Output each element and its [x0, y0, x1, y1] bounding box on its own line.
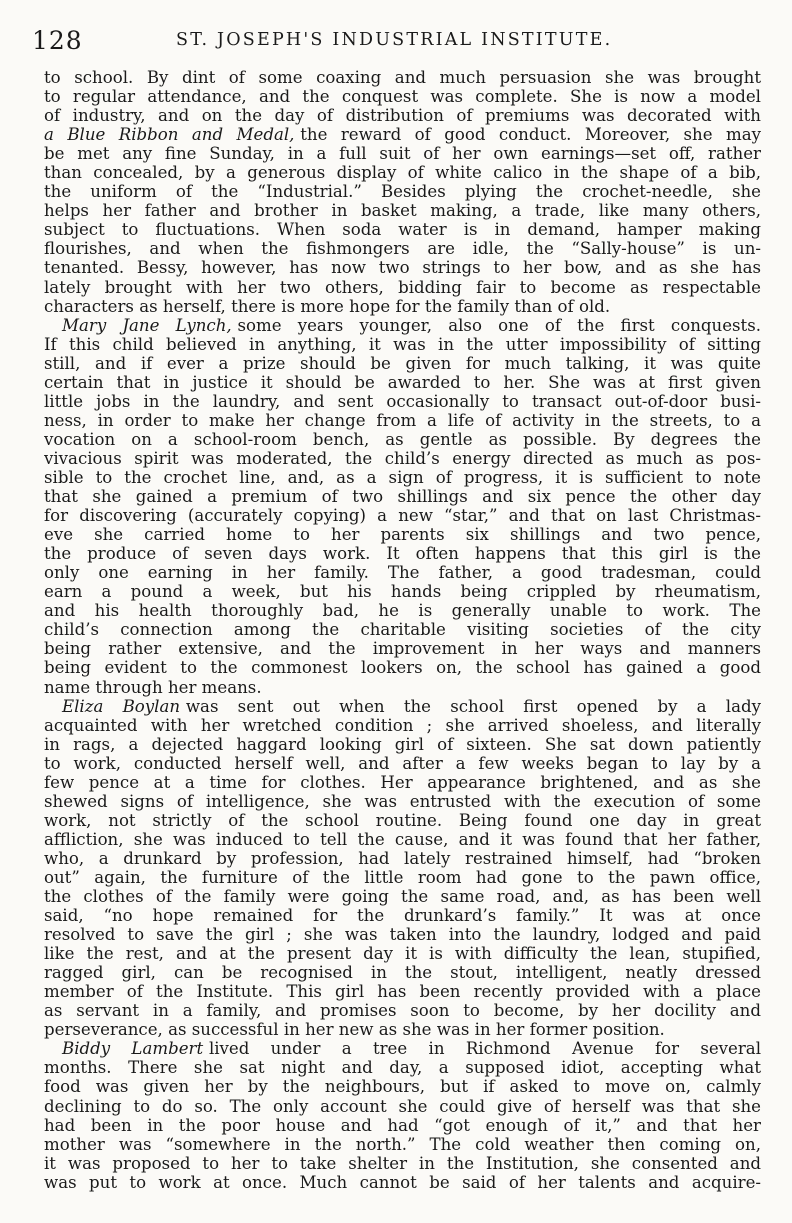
line-text: to regular attendance, and the conquest was complete. She is now a model	[44, 87, 761, 107]
line-text: If this child believed in anything, it was in the utter impossibility of sitting	[44, 334, 761, 354]
line-text: eve she carried home to her parents six shillings and two pence,	[44, 525, 761, 545]
text-line	[44, 316, 761, 335]
line-text: in rags, a dejected haggard looking girl of sixteen. She sat down patiently	[44, 734, 761, 754]
text-line	[44, 735, 761, 754]
text-line	[44, 258, 761, 277]
text-line	[44, 411, 761, 430]
text-line	[44, 87, 761, 106]
body-text	[44, 68, 761, 1192]
line-text: food was given her by the neighbours, but if asked to move on, calmly	[44, 1077, 761, 1097]
text-line	[44, 849, 761, 868]
line-text: child’s connection among the charitable visiting societies of the city	[44, 620, 761, 640]
line-text: certain that in justice it should be awarded to her. She was at first given	[44, 372, 761, 392]
line-text: the reward of good conduct. Moreover, she may	[300, 125, 761, 145]
italic-phrase: Eliza Boylan	[62, 696, 181, 716]
line-text: for discovering (accurately copying) a new “star,” and that on last Christmas-	[44, 506, 761, 526]
italic-phrase: Mary Jane Lynch,	[62, 315, 232, 335]
line-text: affliction, she was induced to tell the cause, and it was found that her father,	[44, 829, 761, 849]
line-text: that she gained a premium of two shillings and six pence the other day	[44, 487, 761, 507]
line-text: mother was “somewhere in the north.” The cold weather then coming on,	[44, 1134, 761, 1154]
text-line	[44, 220, 761, 239]
line-text: subject to fluctuations. When soda water is in demand, hamper making	[44, 220, 761, 240]
text-line	[44, 620, 761, 639]
line-text: resolved to save the girl ; she was taken into the laundry, lodged and paid	[44, 925, 761, 945]
text-line	[44, 716, 761, 735]
line-text: being evident to the commonest lookers on, the school has gained a good	[44, 658, 761, 678]
text-line	[44, 487, 761, 506]
text-line	[44, 944, 761, 963]
line-text: the produce of seven days work. It often happens that this girl is the	[44, 544, 761, 564]
text-line	[44, 335, 761, 354]
line-text: only one earning in her family. The father, a good tradesman, could	[44, 563, 761, 583]
text-line	[44, 201, 761, 220]
line-text: was sent out when the school first opened by a lady	[185, 696, 761, 716]
line-text: perseverance, as successful in her new as she was in her former position.	[44, 1020, 665, 1040]
text-line	[44, 1039, 761, 1058]
line-text: lived under a tree in Richmond Avenue for several	[208, 1039, 761, 1059]
line-text: member of the Institute. This girl has been recently provided with a place	[44, 982, 761, 1002]
line-text: had been in the poor house and had “got enough of it,” and that her	[44, 1115, 761, 1135]
line-text: said, “no hope remained for the drunkard’s family.” It was at once	[44, 906, 761, 926]
text-line	[44, 68, 761, 87]
text-line	[44, 544, 761, 563]
text-line	[44, 906, 761, 925]
text-line	[44, 1077, 761, 1096]
line-text: some years younger, also one of the first conquests.	[237, 315, 761, 335]
text-line	[44, 678, 761, 697]
line-text: it was proposed to her to take shelter in the Institution, she consented and	[44, 1153, 761, 1173]
running-title: ST. JOSEPH'S INDUSTRIAL INSTITUTE.	[176, 30, 613, 50]
text-line	[44, 430, 761, 449]
line-text: sible to the crochet line, and, as a sign of progress, it is sufficient to note	[44, 467, 761, 487]
text-line	[44, 1154, 761, 1173]
text-line	[44, 601, 761, 620]
line-text: to school. By dint of some coaxing and much persuasion she was brought	[44, 68, 761, 87]
text-line	[44, 297, 761, 316]
text-line	[44, 963, 761, 982]
line-text: characters as herself, there is more hope for the family than of old.	[44, 296, 611, 316]
line-text: vocation on a school-room bench, as gentle as possible. By degrees the	[44, 429, 761, 449]
line-text: and his health thoroughly bad, he is generally unable to work. The	[44, 601, 761, 621]
text-line	[44, 754, 761, 773]
page-number: 128	[32, 26, 83, 55]
line-text: to work, conducted herself well, and after a few weeks began to lay by a	[44, 753, 761, 773]
text-line	[44, 106, 761, 125]
line-text: work, not strictly of the school routine. Being found one day in great	[44, 810, 761, 830]
text-line	[44, 1173, 761, 1192]
line-text: lately brought with her two others, bidding fair to become as respectable	[44, 277, 761, 297]
line-text: helps her father and brother in basket making, a trade, like many others,	[44, 201, 761, 221]
text-line	[44, 125, 761, 144]
line-text: ness, in order to make her change from a life of activity in the streets, to a	[44, 410, 761, 430]
text-line	[44, 811, 761, 830]
italic-phrase: Biddy Lambert	[62, 1039, 204, 1059]
text-line	[44, 658, 761, 677]
line-text: ragged girl, can be recognised in the stout, intelligent, neatly dressed	[44, 963, 761, 983]
line-text: who, a drunkard by profession, had lately restrained himself, had “broken	[44, 848, 761, 868]
text-line	[44, 392, 761, 411]
text-line	[44, 278, 761, 297]
text-line	[44, 1058, 761, 1077]
line-text: being rather extensive, and the improvement in her ways and manners	[44, 639, 761, 659]
line-text: be met any fine Sunday, in a full suit of her own earnings—set off, rather	[44, 144, 761, 164]
line-text: flourishes, and when the fishmongers are idle, the “Sally-house” is un-	[44, 239, 761, 259]
italic-phrase: a Blue Ribbon and Medal,	[44, 125, 295, 145]
line-text: still, and if ever a prize should be given for much talking, it was quite	[44, 353, 761, 373]
text-line	[44, 830, 761, 849]
text-line	[44, 144, 761, 163]
text-line	[44, 354, 761, 373]
page-header	[30, 26, 760, 56]
text-line	[44, 506, 761, 525]
text-line	[44, 449, 761, 468]
text-line	[44, 1001, 761, 1020]
text-line	[44, 773, 761, 792]
line-text: little jobs in the laundry, and sent occasionally to transact out-of-door busi-	[44, 391, 761, 411]
line-text: than concealed, by a generous display of white calico in the shape of a bib,	[44, 163, 761, 183]
line-text: shewed signs of intelligence, she was entrusted with the execution of some	[44, 791, 761, 811]
line-text: was put to work at once. Much cannot be said of her talents and acquire-	[44, 1172, 761, 1192]
text-line	[44, 697, 761, 716]
text-line	[44, 868, 761, 887]
text-line	[44, 239, 761, 258]
text-line	[44, 1097, 761, 1116]
text-line	[44, 525, 761, 544]
text-line	[44, 639, 761, 658]
text-line	[44, 163, 761, 182]
text-line	[44, 887, 761, 906]
text-line	[44, 1116, 761, 1135]
line-text: few pence at a time for clothes. Her appearance brightened, and as she	[44, 772, 761, 792]
text-line	[44, 582, 761, 601]
text-line	[44, 373, 761, 392]
text-line	[44, 468, 761, 487]
line-text: name through her means.	[44, 677, 262, 697]
line-text: as servant in a family, and promises soon to become, by her docility and	[44, 1001, 761, 1021]
text-line	[44, 982, 761, 1001]
line-text: the uniform of the “Industrial.” Besides plying the crochet-needle, she	[44, 182, 761, 202]
text-line	[44, 182, 761, 201]
text-line	[44, 925, 761, 944]
line-text: the clothes of the family were going the same road, and, as has been well	[44, 887, 761, 907]
line-text: out” again, the furniture of the little room had gone to the pawn office,	[44, 867, 761, 887]
line-text: vivacious spirit was moderated, the child’s energy directed as much as pos-	[44, 448, 761, 468]
line-text: months. There she sat night and day, a supposed idiot, accepting what	[44, 1058, 761, 1078]
text-line	[44, 1020, 761, 1039]
text-line	[44, 563, 761, 582]
line-text: declining to do so. The only account she could give of herself was that she	[44, 1096, 761, 1116]
line-text: like the rest, and at the present day it is with difficulty the lean, stupified,	[44, 944, 761, 964]
line-text: acquainted with her wretched condition ; she arrived shoeless, and literally	[44, 715, 761, 735]
line-text: earn a pound a week, but his hands being crippled by rheumatism,	[44, 582, 761, 602]
text-line	[44, 1135, 761, 1154]
text-line	[44, 792, 761, 811]
line-text: tenanted. Bessy, however, has now two strings to her bow, and as she has	[44, 258, 761, 278]
line-text: of industry, and on the day of distribution of premiums was decorated with	[44, 106, 761, 126]
